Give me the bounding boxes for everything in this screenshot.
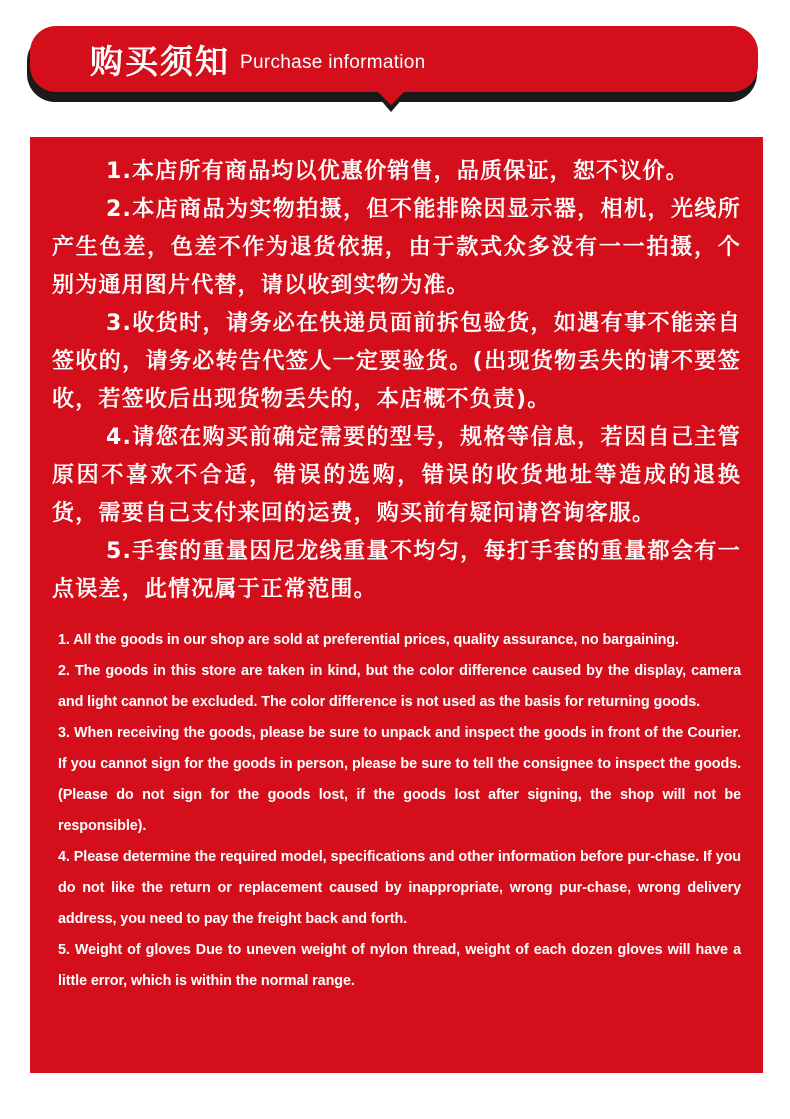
notice-en-item: 5. Weight of gloves Due to uneven weight of nylon thread, weight of each dozen gloves will have a little error, which is within the normal range. bbox=[58, 942, 741, 989]
notice-en-list bbox=[52, 625, 741, 997]
banner-pointer bbox=[374, 88, 408, 105]
notice-cn-item: 1.本店所有商品均以优惠价销售，品质保证，恕不议价。 bbox=[106, 159, 689, 184]
banner-title-cn: 购买须知 bbox=[90, 41, 230, 81]
notice-panel bbox=[30, 137, 763, 1073]
notice-en-item: 3. When receiving the goods, please be sure to unpack and inspect the goods in front of the Courier. If you cannot sign for the goods in person, please be sure to tell the consignee to inspect the goods. (Please do not sign for the goods lost, if the goods lost after signing, the shop will not be responsible). bbox=[58, 725, 741, 834]
notice-cn-item: 4.请您在购买前确定需要的型号，规格等信息，若因自己主管原因不喜欢不合适，错误的选购，错误的收货地址等造成的退换货，需要自己支付来回的运费，购买前有疑问请咨询客服。 bbox=[52, 425, 741, 526]
notice-cn-item: 2.本店商品为实物拍摄，但不能排除因显示器，相机，光线所产生色差，色差不作为退货依据，由于款式众多没有一一拍摄，个别为通用图片代替，请以收到实物为准。 bbox=[52, 197, 741, 298]
purchase-info-banner bbox=[30, 26, 758, 92]
notice-cn-item: 5.手套的重量因尼龙线重量不均匀，每打手套的重量都会有一点误差，此情况属于正常范围。 bbox=[52, 539, 741, 602]
notice-cn-item: 3.收货时，请务必在快递员面前拆包验货，如遇有事不能亲自签收的，请务必转告代签人一定要验货。(出现货物丢失的请不要签收，若签收后出现货物丢失的，本店概不负责)。 bbox=[52, 311, 741, 412]
notice-en-item: 2. The goods in this store are taken in kind, but the color difference caused by the display, camera and light cannot be excluded. The color difference is not used as the basis for returning goods. bbox=[58, 663, 741, 710]
notice-en-item: 1. All the goods in our shop are sold at preferential prices, quality assurance, no bargaining. bbox=[58, 632, 679, 648]
banner-title-en: Purchase information bbox=[240, 52, 426, 73]
notice-en-item: 4. Please determine the required model, specifications and other information before pur-chase. If you do not like the return or replacement caused by inappropriate, wrong pur-chase, wrong delivery address, you need to pay the freight back and forth. bbox=[58, 849, 741, 927]
